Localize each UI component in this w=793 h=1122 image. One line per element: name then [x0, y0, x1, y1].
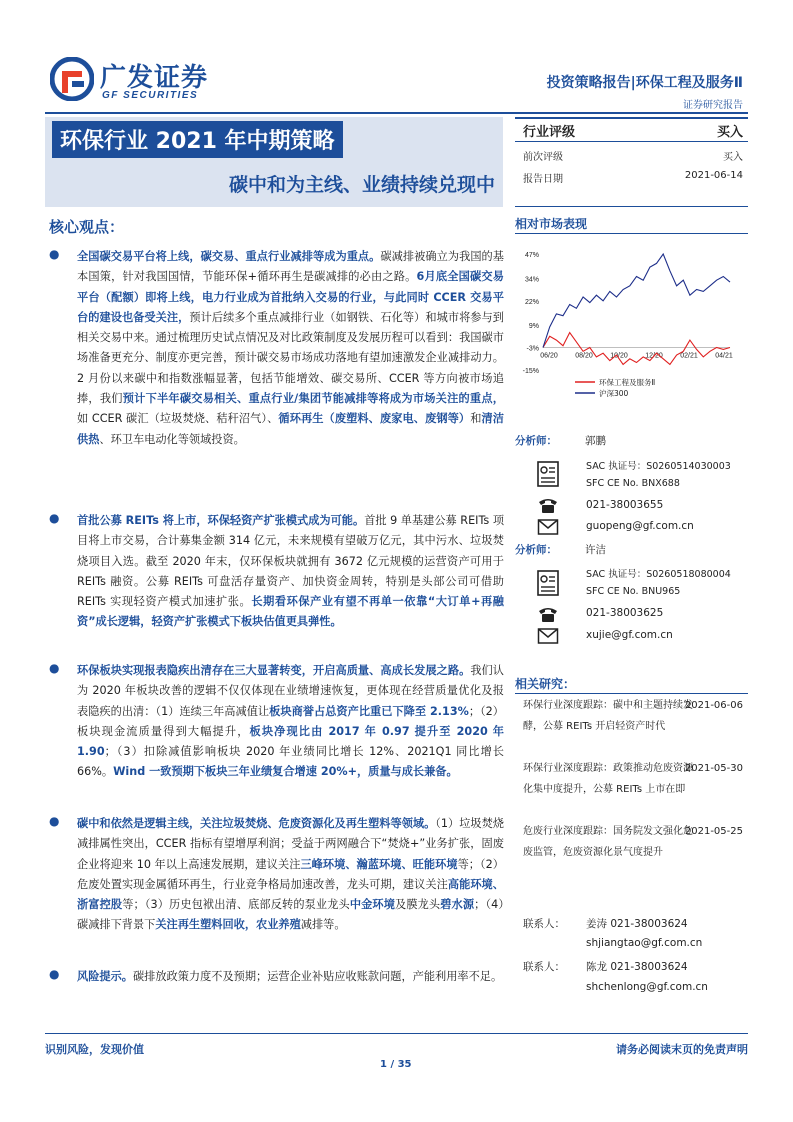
body-text: 减排等。: [300, 918, 346, 932]
paragraph-text: [77, 967, 504, 987]
core-paragraph-4: [49, 814, 504, 936]
body-text: ；（2）板块现金流质量得到大幅提升，: [77, 704, 504, 738]
highlight-text: 全国碳交易平台将上线，碳交易、重点行业减排等成为重点。: [77, 250, 381, 263]
bullet-icon: ●: [49, 814, 60, 828]
highlight-text: 碳中和依然是逻辑主线，关注垃圾焚烧、危废资源化及再生塑料等领域。: [77, 817, 436, 830]
prev-rating-value: 买入: [723, 152, 743, 163]
analyst-1-sac: SAC 执证号：S0260514030003: [586, 461, 731, 472]
mail-icon: [537, 627, 559, 645]
core-paragraph-2: [49, 511, 504, 633]
analyst-2-name: 许洁: [585, 544, 606, 556]
related-date-1: 2021-06-06: [684, 700, 743, 711]
y-tick-label: 9%: [528, 323, 539, 331]
y-tick-label: 47%: [524, 252, 539, 259]
report-category: 证券研究报告: [683, 100, 743, 111]
phone-icon: [537, 605, 559, 623]
highlight-text: 循环再生（废塑料、废家电、废钢等）: [278, 412, 471, 426]
rating-label: 行业评级: [523, 125, 576, 140]
id-card-icon: [537, 461, 559, 487]
footer-disclaimer: 请务必阅读末页的免责声明: [616, 1043, 748, 1056]
mail-icon: [537, 518, 559, 536]
brand-name-cn: 广发证券: [100, 63, 209, 93]
body-text: 、环卫车电动化等领域投资。: [99, 432, 245, 446]
highlight-text: 清洁供热: [77, 412, 504, 446]
body-text: 及膜龙头: [395, 898, 441, 912]
phone-icon: [537, 496, 559, 514]
body-text: （1）垃圾焚烧减排属性突出，CCER 指标有望增厚利润；受益于两网融合下“焚烧+”业务扩张，固废企业将迎来 10 年以上高速发展期，建议关注: [77, 817, 504, 871]
analyst-1-tel: 021-38003655: [586, 499, 664, 511]
body-text: 首批 9 单基建公募 REITs 项目将上市交易，合计募集金额 314 亿元，未来规模有望破万亿元，其中污水、垃圾焚烧项目入选。截至 2020 年末，仅环保板块就拥有 3672 亿元规模的运营资产可用于 REITs 融资。公募 REITs 可盘活存量资产、加快资金周转，特别是头部公司可借助 REITs 实现轻资产模式加速扩张。: [77, 514, 505, 609]
report-date-value: 2021-06-14: [684, 170, 743, 181]
paragraph-text: [77, 661, 504, 783]
x-tick-label: 10/20: [610, 352, 628, 360]
highlight-text: Wind 一致预期下板块三年业绩复合增速 20%+，质量与成长兼备。: [113, 765, 458, 779]
bullet-icon: ●: [49, 247, 60, 261]
report-date-label: 报告日期: [523, 174, 563, 185]
analyst-2-sac: SAC 执证号：S0260518080004: [586, 569, 731, 580]
related-divider: [515, 693, 748, 694]
highlight-text: 高能环境、浙富控股: [77, 877, 504, 912]
highlight-text: 中金环境: [349, 898, 396, 912]
id-card-icon: [537, 570, 559, 596]
prev-rating-label: 前次评级: [523, 152, 563, 163]
brand-name-en: GF SECURITIES: [102, 90, 199, 101]
gf-logo-icon: [50, 57, 94, 101]
y-tick-label: -3%: [526, 345, 539, 353]
bullet-icon: ●: [49, 967, 60, 981]
highlight-text: 6月底全国碳交易平台（配额）即将上线，电力行业成为首批纳入交易的行业，与此同时 CCER 交易平台的建设也备受关注，: [77, 270, 504, 324]
page-title: 环保行业 2021 年中期策略: [52, 121, 343, 158]
related-item-1[interactable]: 环保行业深度跟踪：碳中和主题持续发酵，公募 REITs 开启轻资产时代: [523, 700, 693, 732]
analyst-2-tel: 021-38003625: [586, 607, 664, 619]
paragraph-text: [77, 511, 504, 633]
analyst-2-sfc: SFC CE No. BNU965: [586, 586, 681, 597]
core-heading: 核心观点：: [49, 218, 125, 236]
highlight-text: 预计下半年碳交易相关、重点行业/集团节能减排等将成为市场关注的重点，: [122, 392, 504, 406]
related-item-3[interactable]: 危废行业深度跟踪：国务院发文强化危废监管，危废资源化景气度提升: [523, 826, 693, 858]
analyst-1-mail: guopeng@gf.com.cn: [586, 520, 694, 532]
highlight-text: 风险提示。: [77, 970, 133, 983]
body-text: ；（4）碳减排下背景下: [77, 898, 504, 932]
analyst-2-mail: xujie@gf.com.cn: [586, 629, 673, 641]
body-text: 碳减排被确立为我国的基本国策，针对我国国情，节能环保+循环再生是碳减排的必由之路。: [77, 250, 504, 284]
x-tick-label: 02/21: [680, 352, 698, 360]
legend-label: 沪深300: [599, 389, 629, 398]
body-text: ；（3）扣除减值影响板块 2020 年业绩同比增长 12%、2021Q1 同比增长 66%。: [77, 745, 504, 779]
related-date-2: 2021-05-30: [684, 763, 743, 774]
footer-divider: [45, 1033, 748, 1034]
highlight-text: 碧水源: [440, 898, 475, 912]
highlight-text: 首批公募 REITs 将上市，环保轻资产扩张模式成为可能。: [77, 514, 365, 527]
analyst-1-sfc: SFC CE No. BNX688: [586, 478, 680, 489]
paragraph-text: [77, 247, 504, 450]
report-type: 投资策略报告|环保工程及服务Ⅱ: [546, 75, 743, 91]
analyst-label: 分析师：: [515, 435, 557, 447]
body-text: 预计后续多个重点减排行业（如钢铁、石化等）和城市将参与到相关交易中来。通过梳理历史试点情况及对比政策制度及发展历程可以看到：我国碳市场准备更充分、制度亦更完善，预计碳交易市场成功落地有望加速激发企业减排动力。2 月份以来碳中和指数涨幅显著，包括节能增效、碳交易所、CCER 等方向被市场追捧，我们: [77, 310, 504, 406]
rating-divider: [515, 206, 748, 207]
related-date-3: 2021-05-25: [684, 826, 743, 837]
page-number: 1 / 35: [380, 1059, 412, 1070]
contact-label: 联系人：: [523, 918, 565, 930]
analyst-1-name: 郭鹏: [585, 435, 606, 447]
core-paragraph-5: [49, 967, 504, 987]
related-item-2[interactable]: 环保行业深度跟踪：政策推动危废资源化集中度提升，公募 REITs 上市在即: [523, 763, 693, 795]
footer-slogan: 识别风险，发现价值: [45, 1043, 144, 1056]
highlight-text: 关注再生塑料回收，农业养殖: [155, 918, 301, 932]
bullet-icon: ●: [49, 511, 60, 525]
rating-value: 买入: [716, 125, 743, 140]
body-text: 等；（2）危废处置实现金属循环再生，行业竞争格局加速改善，龙头可期，建议关注: [77, 857, 504, 891]
body-text: 等；（3）历史包袱出清、底部反转的泵业龙头: [122, 898, 350, 912]
market-divider: [515, 233, 748, 234]
y-tick-label: 22%: [524, 298, 539, 306]
market-heading: 相对市场表现: [515, 217, 588, 231]
related-heading: 相关研究：: [515, 677, 576, 691]
page-subtitle: 碳中和为主线、业绩持续兑现中: [228, 174, 495, 196]
core-paragraph-1: [49, 247, 504, 450]
body-text: 碳排放政策力度不及预期；运营企业补贴应收账款问题，产能利用率不足。: [132, 970, 503, 983]
header-divider: [45, 112, 748, 114]
x-tick-label: 12/20: [645, 352, 663, 360]
contact-label-2: 联系人：: [523, 961, 565, 973]
analyst-label-2: 分析师：: [515, 544, 557, 556]
highlight-text: 长期看环保产业有望不再单一依靠“大订单+再融资”成长逻辑，轻资产扩张模式下板块估值更具弹性。: [77, 595, 504, 629]
core-paragraph-3: [49, 661, 504, 783]
legend-label: 环保工程及服务Ⅱ: [599, 378, 656, 387]
contact-2-mail: shchenlong@gf.com.cn: [586, 981, 708, 993]
relative-performance-chart: [515, 244, 748, 404]
contact-1-mail: shjiangtao@gf.com.cn: [586, 937, 703, 949]
highlight-text: 三峰环境、瀚蓝环境、旺能环境: [300, 857, 458, 871]
x-tick-label: 08/20: [575, 352, 593, 360]
y-tick-label: 34%: [524, 276, 539, 284]
body-text: 如 CCER 碳汇（垃圾焚烧、秸秆沼气）、: [77, 412, 279, 426]
contact-2-name-tel: 陈龙 021-38003624: [586, 961, 688, 973]
x-tick-label: 06/20: [540, 352, 558, 360]
body-text: 我们认为 2020 年板块改善的逻辑不仅仅体现在业绩增速恢复，更体现在经营质量优化及报表隐疾的出清：（1）连续三年高减值让: [77, 664, 504, 718]
highlight-text: 环保板块实现报表隐疾出清存在三大显著转变，开启高质量、高成长发展之路。: [77, 664, 471, 677]
series-line-environmental: [543, 333, 730, 365]
bullet-icon: ●: [49, 661, 60, 675]
y-tick-label: -15%: [522, 368, 539, 375]
x-tick-label: 04/21: [715, 352, 733, 360]
series-line-csi300: [543, 254, 730, 348]
highlight-text: 板块商誉占总资产比重已下降至 2.13%: [269, 704, 469, 718]
paragraph-text: [77, 814, 504, 936]
contact-1-name-tel: 姜涛 021-38003624: [586, 918, 688, 930]
body-text: 和: [470, 412, 482, 426]
highlight-text: 板块净现比由 2017 年 0.97 提升至 2020 年 1.90: [77, 724, 504, 759]
